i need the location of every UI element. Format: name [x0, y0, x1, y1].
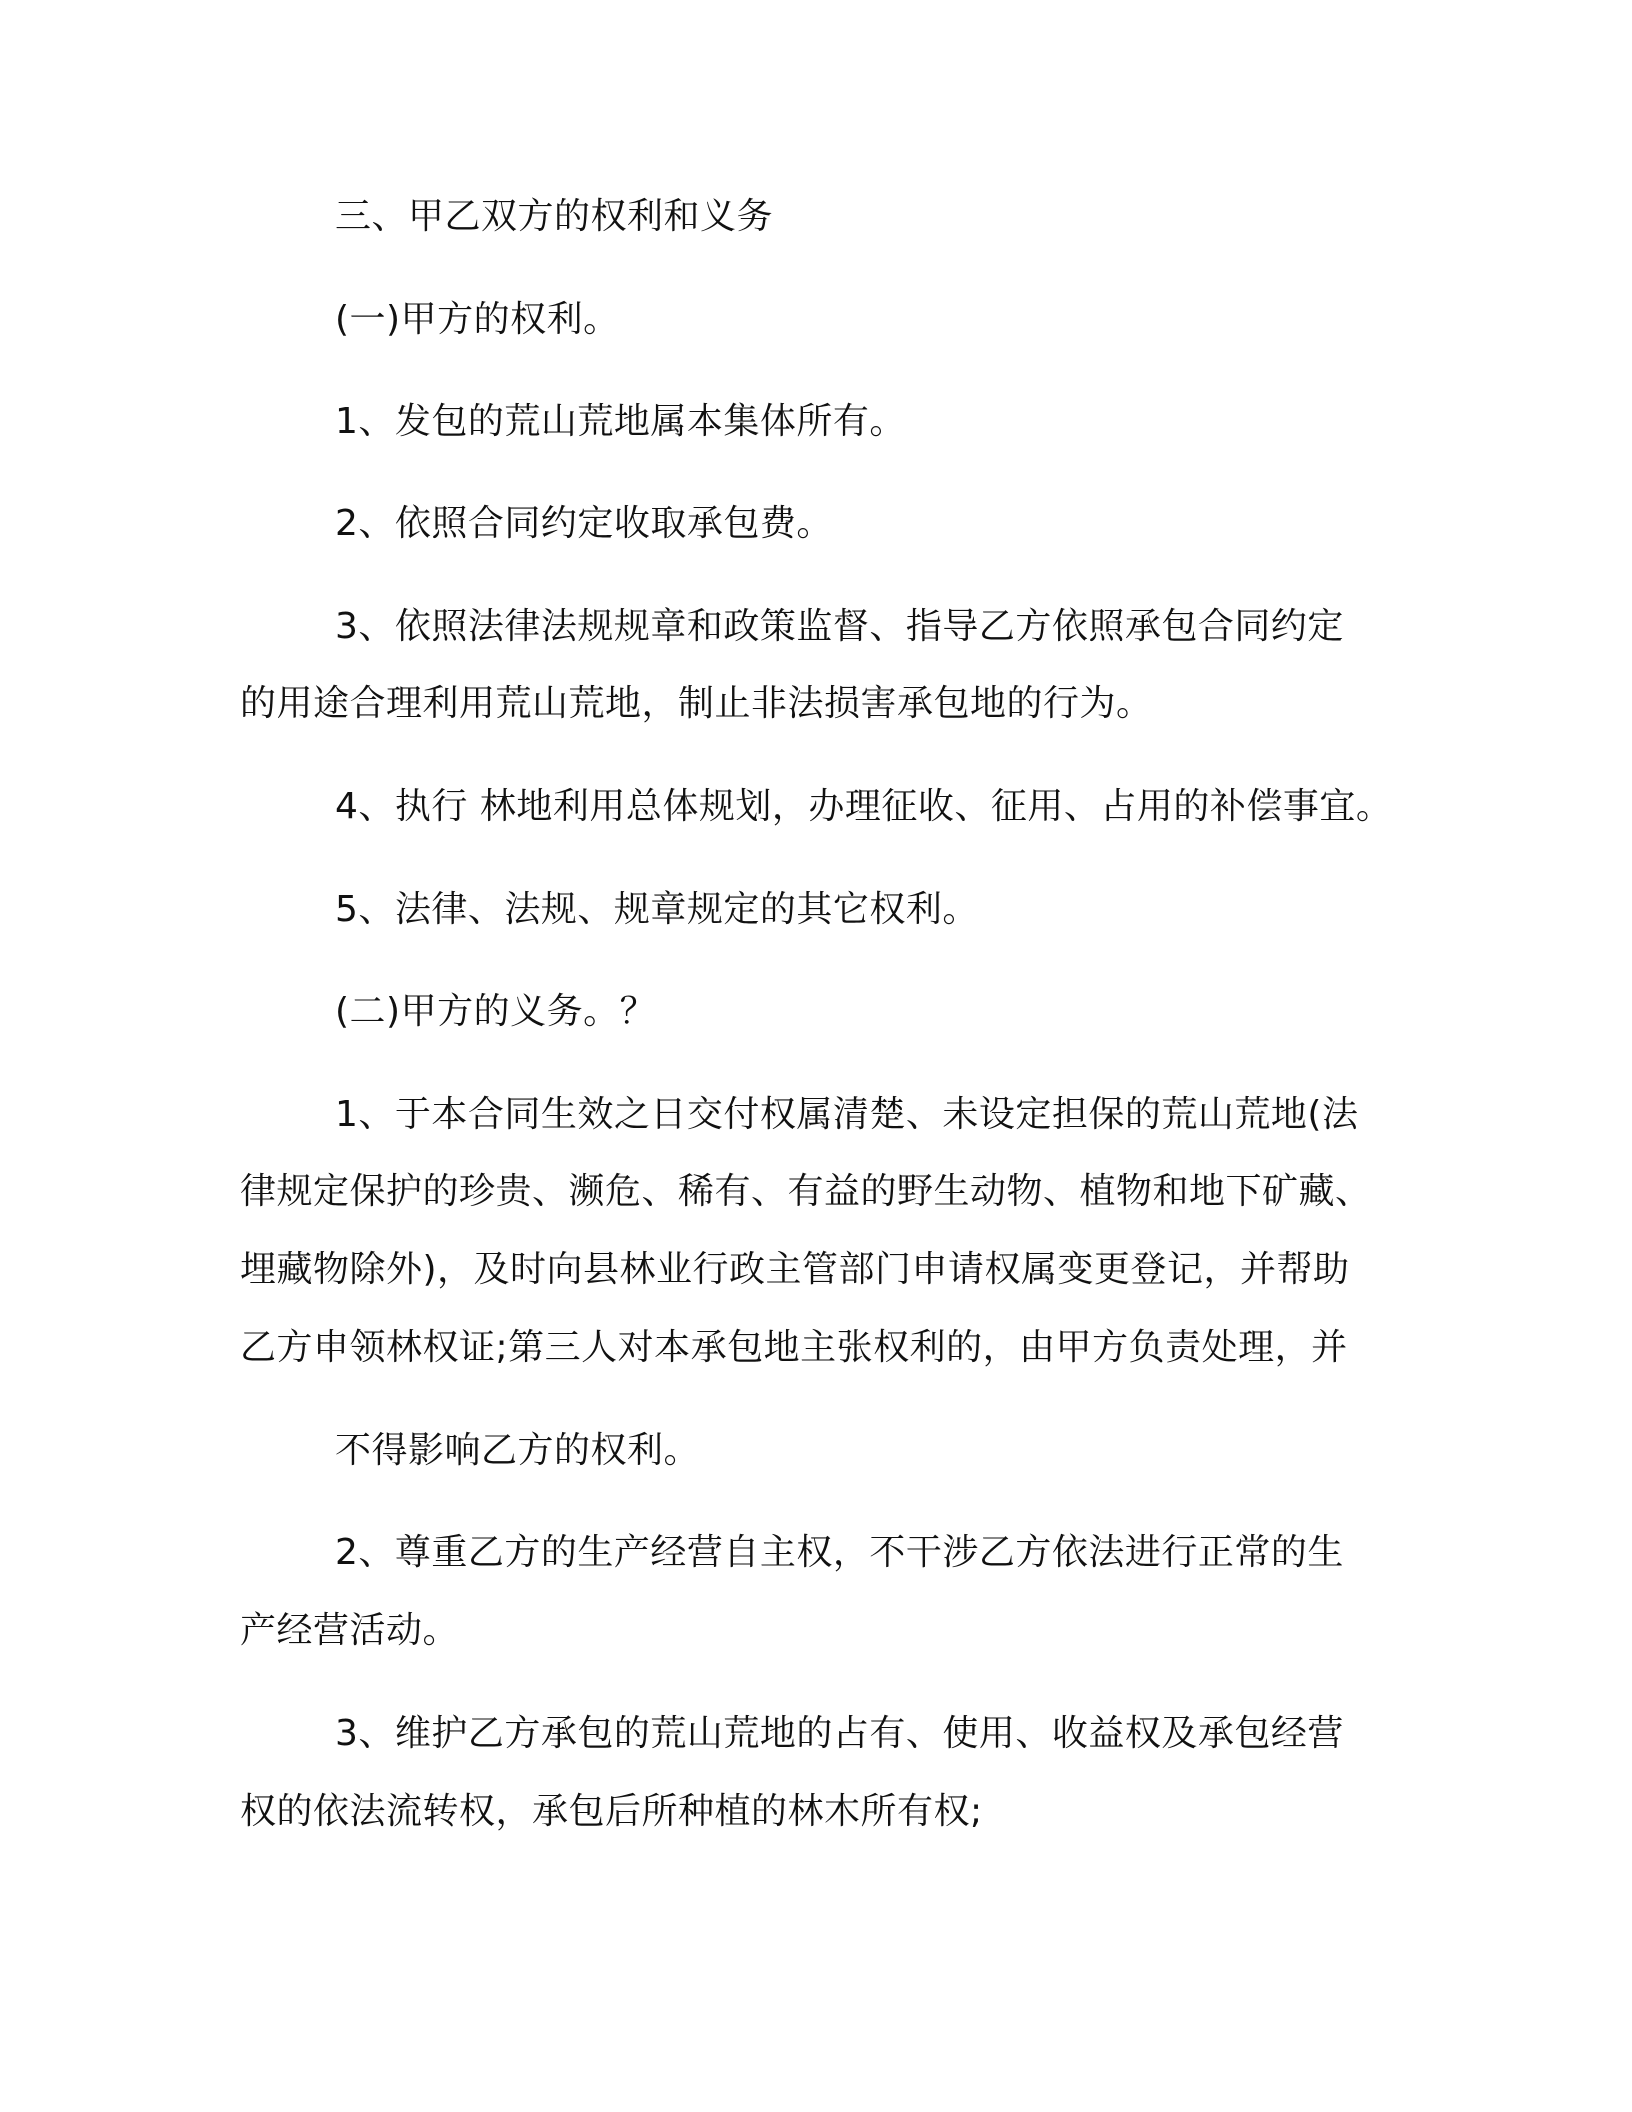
section-heading: 三、甲乙双方的权利和义务	[335, 196, 774, 237]
paragraph-obligations-1-line-1: 1、于本合同生效之日交付权属清楚、未设定担保的荒山荒地(法	[335, 1094, 1359, 1135]
paragraph-rights-2: 2、依照合同约定收取承包费。	[335, 503, 833, 544]
paragraph-rights-3-line-1: 3、依照法律法规规章和政策监督、指导乙方依照承包合同约定	[335, 606, 1344, 647]
paragraph-obligations-1-line-3: 埋藏物除外)，及时向县林业行政主管部门申请权属变更登记，并帮助	[240, 1249, 1350, 1290]
paragraph-obligations-1-line-4: 乙方申领林权证;第三人对本承包地主张权利的，由甲方负责处理，并	[240, 1327, 1348, 1368]
paragraph-obligations-1-line-2: 律规定保护的珍贵、濒危、稀有、有益的野生动物、植物和地下矿藏、	[240, 1171, 1372, 1212]
subsection-title-party-a-obligations: (二)甲方的义务。？	[335, 991, 657, 1032]
paragraph-rights-1: 1、发包的荒山荒地属本集体所有。	[335, 401, 906, 442]
paragraph-obligations-2-line-1: 2、尊重乙方的生产经营自主权，不干涉乙方依法进行正常的生	[335, 1532, 1344, 1573]
paragraph-rights-3-line-2: 的用途合理利用荒山荒地，制止非法损害承包地的行为。	[240, 683, 1153, 724]
paragraph-rights-5: 5、法律、法规、规章规定的其它权利。	[335, 889, 979, 930]
paragraph-obligations-2-line-2: 产经营活动。	[240, 1610, 460, 1651]
subsection-title-party-a-rights: (一)甲方的权利。	[335, 299, 620, 340]
paragraph-rights-4: 4、执行 林地利用总体规划，办理征收、征用、占用的补偿事宜。	[335, 786, 1393, 827]
paragraph-obligations-3-line-1: 3、维护乙方承包的荒山荒地的占有、使用、收益权及承包经营	[335, 1713, 1344, 1754]
paragraph-obligations-1-line-5: 不得影响乙方的权利。	[335, 1430, 701, 1471]
paragraph-obligations-3-line-2: 权的依法流转权，承包后所种植的林木所有权;	[240, 1791, 983, 1832]
